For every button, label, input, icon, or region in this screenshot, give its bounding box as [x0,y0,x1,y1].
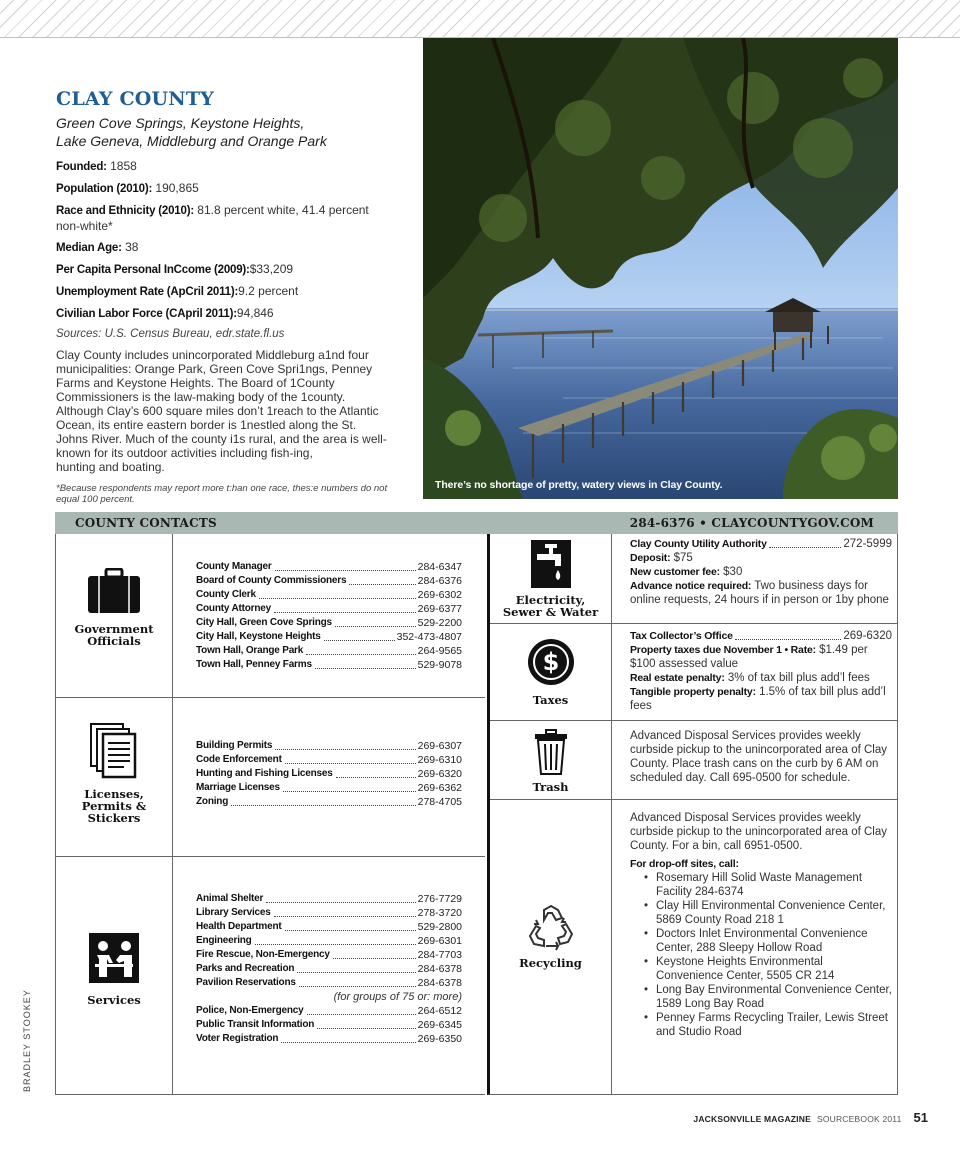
fact-value: 81.8 percent white, 41.4 percent non-white* [56,203,369,233]
services-category [56,857,173,1095]
tax-office-phone: 269-6320 [843,630,892,642]
fact-labor-force [56,306,391,322]
info-value: $75 [670,552,693,564]
dropoff-site: • Clay Hill Environmental Convenience Center, 5869 County Road 218 1 [644,899,892,927]
utility-authority-phone: 272-5999 [843,538,892,550]
info-value: Two business days for online requests, 24 hours if in person or 1by phone [630,580,889,606]
licenses-label [56,788,172,824]
contact-entry [196,767,462,781]
photo-caption: There’s no shortage of pretty, watery views in Clay County. [435,479,723,491]
dropoff-site: • Long Bay Environmental Convenience Center, 1589 Long Bay Road [644,983,892,1011]
county-title: CLAY COUNTY [56,88,214,110]
fact-label: Per Capita Personal InCcome (2009): [56,264,250,276]
government-officials-label [56,623,172,647]
service-desk-icon [89,933,139,983]
contact-entry [196,658,462,672]
pier-photo [423,38,898,499]
tax-office-name: Tax Collector’s Office [630,630,733,642]
fact-unemployment [56,284,391,300]
contact-name: Voter Registration [196,1033,279,1044]
tax-office-line [630,629,892,643]
contact-phone: 269-6307 [417,740,462,752]
category-label-line: Sewer & Water [502,605,599,619]
info-value: $30 [719,566,743,578]
recycle-icon [526,904,576,952]
fact-median-age [56,240,391,256]
government-contact-list [196,560,462,672]
contact-name: Board of County Commissioners [196,575,347,586]
contact-phone: 264-9565 [417,645,462,657]
dropoff-site: • Doctors Inlet Environmental Convenience Center, 288 Sleepy Hollow Road [644,927,892,955]
fact-race [56,203,391,234]
trash-label: Trash [532,780,569,794]
contact-entry [196,1018,462,1032]
contact-phone: 352-473-4807 [396,631,462,643]
contact-phone: 529-2800 [417,921,462,933]
decorative-header-band [0,0,960,38]
fact-label: Civilian Labor Force (CApril 2011): [56,308,237,320]
fact-label: Median Age: [56,242,122,254]
leader-dots [275,570,416,571]
documents-icon [90,723,138,779]
contact-name: Code Enforcement [196,754,282,765]
taxes-info [630,629,892,713]
category-label-line: Electricity, [515,593,586,607]
subtitle-line: Lake Geneva, Middleburg and Orange Park [56,133,327,149]
contact-phone: 269-6302 [417,589,462,601]
trash-info: Advanced Disposal Services provides weekly curbside pickup to the unincorporated area of Clay County. Place trash cans on the curb by 6 AM on scheduled day. Call 695-0500 for schedule. [630,730,887,784]
leader-dots [231,805,416,806]
fact-value: 38 [121,240,139,254]
notice-line [630,579,892,607]
contact-phone: 284-6378 [417,963,462,975]
fact-label: Founded: [56,161,107,173]
leader-dots [735,639,842,640]
leader-dots [285,930,416,931]
fact-founded [56,159,391,175]
contact-name: City Hall, Green Cove Springs [196,617,332,628]
county-contacts-header [55,512,898,534]
recycling-info [630,811,892,1039]
contact-phone: 278-4705 [417,796,462,808]
dropoff-site: • Rosemary Hill Solid Waste Management Facility 284-6374 [644,871,892,899]
leader-dots [336,777,416,778]
leader-dots [324,640,395,641]
contact-phone: 284-7703 [417,949,462,961]
contact-name: County Attorney [196,603,271,614]
contact-entry [196,753,462,767]
fact-label: Race and Ethnicity (2010): [56,205,194,217]
government-officials-section [56,534,485,698]
contact-entry [196,976,462,990]
contacts-right-column [487,534,898,1095]
category-label-line: Officials [87,634,141,648]
pavilion-note: (for groups of 75 or: more) [333,991,462,1003]
trash-category [490,721,612,799]
government-officials-category [56,534,173,697]
county-subtitle [56,114,391,150]
category-label-line: Stickers [87,811,141,825]
info-value: 1.5% of tax bill plus add’l fees [630,686,886,712]
services-label: Services [87,993,141,1007]
leader-dots [274,612,416,613]
contact-entry [196,739,462,753]
contact-entry [196,630,462,644]
contact-phone: 269-6350 [417,1033,462,1045]
utility-authority-name: Clay County Utility Authority [630,538,767,550]
leader-dots [307,1014,416,1015]
county-profile [56,88,391,505]
leader-dots [274,916,416,917]
recycling-section [490,800,897,1095]
contact-entry [196,616,462,630]
utilities-info [630,537,892,607]
contact-entry [196,962,462,976]
real-estate-penalty-line [630,671,892,685]
recycling-category [490,800,612,1095]
utilities-label [490,594,611,618]
category-label-line: Government [74,622,154,636]
pier-photo-illustration [423,38,898,499]
footnote: *Because respondents may report more t:han one race, thes:e numbers do not equal 100 percent. [56,483,388,505]
services-contact-list [196,892,462,1046]
licenses-contact-list [196,739,462,809]
contact-entry [196,560,462,574]
utilities-section [490,534,897,624]
magazine-name: JACKSONVILLE MAGAZINE [693,1114,811,1124]
intro-text-end: hunting and boating. [56,460,165,474]
leader-dots [315,668,416,669]
contact-phone: 529-9078 [417,659,462,671]
category-label-line: Licenses, [84,787,144,801]
info-label: Deposit: [630,552,671,564]
page-footer [693,1110,928,1125]
contact-phone: 269-6345 [417,1019,462,1031]
intro-paragraph [56,348,391,474]
contact-phone: 284-6378 [417,977,462,989]
contact-name: Town Hall, Penney Farms [196,659,312,670]
contact-name: County Clerk [196,589,256,600]
contact-phone: 276-7729 [417,893,462,905]
leader-dots [306,654,416,655]
info-value: $1.49 per $100 assessed value [630,644,868,670]
leader-dots [281,1042,415,1043]
fact-income [56,262,391,278]
fact-value: 190,865 [152,181,199,195]
taxes-label: Taxes [532,693,569,707]
leader-dots [259,598,416,599]
fact-label: Unemployment Rate (ApCril 2011): [56,286,239,298]
licenses-category [56,698,173,856]
info-label: New customer fee: [630,566,720,578]
contact-entry [196,1004,462,1018]
licenses-section [56,698,485,857]
contact-phone: 278-3720 [417,907,462,919]
contact-phone: 284-6347 [417,561,462,573]
tangible-penalty-line [630,685,892,713]
utility-authority-line [630,537,892,551]
leader-dots [335,626,416,627]
contact-entry [196,644,462,658]
svg-text:$: $ [542,648,559,676]
info-label: Tangible property penalty: [630,686,756,698]
deposit-line [630,551,892,565]
fact-value: 94,846 [236,306,274,320]
contact-name: County Manager [196,561,272,572]
leader-dots [769,547,842,548]
contact-phone: 284-6376 [417,575,462,587]
contact-name: Pavilion Reservations [196,977,296,988]
leader-dots [283,791,416,792]
dropoff-heading [630,857,892,871]
contact-entry [196,602,462,616]
info-label: For drop-off sites, call: [630,858,739,870]
fact-value: 9.2 percent [238,284,299,298]
contact-name: Hunting and Fishing Licenses [196,768,333,779]
fact-value: $33,209 [249,262,294,276]
faucet-icon [531,540,571,588]
contact-entry [196,588,462,602]
leader-dots [333,958,416,959]
dropoff-site: • Penney Farms Recycling Trailer, Lewis Street and Studio Road [644,1011,892,1039]
fee-line [630,565,892,579]
leader-dots [349,584,415,585]
taxes-category [490,624,612,720]
recycling-text: Advanced Disposal Services provides weekly curbside pickup to the unincorporated area of Clay County. For a bin, call 6951-0500. [630,812,887,852]
page-number: 51 [913,1110,928,1125]
category-label-line: Permits & [81,799,147,813]
fact-list [56,159,391,322]
leader-dots [317,1028,415,1029]
contact-phone: 269-6301 [417,935,462,947]
trash-section [490,721,897,800]
contact-name: Police, Non-Emergency [196,1005,304,1016]
contact-entry [196,781,462,795]
contact-name: Parks and Recreation [196,963,295,974]
contact-name: Marriage Licenses [196,782,280,793]
fact-value: 1858 [106,159,137,173]
contact-entry [196,934,462,948]
contact-name: City Hall, Keystone Heights [196,631,321,642]
contact-phone: 269-6310 [417,754,462,766]
contact-phone: 264-6512 [417,1005,462,1017]
contact-name: Fire Rescue, Non-Emergency [196,949,330,960]
leader-dots [266,902,415,903]
contacts-phone-web: 284-6376 • CLAYCOUNTYGOV.COM [629,516,874,530]
trash-can-icon [534,729,568,775]
contact-name: Library Services [196,907,271,918]
contact-entry [196,906,462,920]
recycling-label: Recycling [519,956,582,970]
dropoff-site-list [630,871,892,1039]
contact-name: Public Transit Information [196,1019,315,1030]
contact-name: Building Permits [196,740,273,751]
tax-due-line [630,643,892,671]
contact-phone: 269-6362 [417,782,462,794]
intro-text: Clay County includes unincorporated Middleburg a1nd four municipalities: Orange Park, Green Cove Spri1ngs, Penney Farms and Keystone Heights. The Board of 1County Commissioners is the law-making body of the 1county. Although Clay’s 600 square miles don’t 1reach to the Atlantic Ocean, its entire eastern border is 1nestled along the St. Johns River. Much of the county i1s rural, and the area is well-known for its outdoor activities including fish-ing, [56,348,387,460]
contact-name: Health Department [196,921,282,932]
briefcase-icon [87,568,141,614]
info-value: 3% of tax bill plus add’l fees [724,672,870,684]
sourcebook-label: SOURCEBOOK 2011 [816,1114,902,1124]
dropoff-site: • Keystone Heights Environmental Convenience Center, 5505 CR 214 [644,955,892,983]
leader-dots [285,763,416,764]
contact-name: Animal Shelter [196,893,264,904]
contact-name: Town Hall, Orange Park [196,645,304,656]
contacts-left-column [55,534,485,1095]
leader-dots [299,986,416,987]
leader-dots [255,944,416,945]
sources-note: Sources: U.S. Census Bureau, edr.state.fl.us [56,328,285,340]
info-label: Advance notice required: [630,580,752,592]
info-label: Real estate penalty: [630,672,725,684]
contact-entry [196,795,462,809]
services-section [56,857,485,1095]
contact-entry [196,948,462,962]
contact-entry [196,1032,462,1046]
leader-dots [275,749,415,750]
subtitle-line: Green Cove Springs, Keystone Heights, [56,115,305,131]
leader-dots [297,972,415,973]
contact-phone: 529-2200 [417,617,462,629]
taxes-section [490,624,897,721]
contact-name: Engineering [196,935,252,946]
contact-entry [196,892,462,906]
contact-name: Zoning [196,796,229,807]
photo-credit: BRADLEY STOOKEY [22,989,32,1092]
contact-entry [196,574,462,588]
info-label: Property taxes due November 1 • Rate: [630,644,816,656]
fact-label: Population (2010): [56,183,153,195]
fact-population [56,181,391,197]
contact-phone: 269-6377 [417,603,462,615]
dollar-icon [527,638,575,686]
contacts-heading: COUNTY CONTACTS [75,516,217,530]
contact-phone: 269-6320 [417,768,462,780]
utilities-category [490,534,612,623]
contact-entry [196,920,462,934]
